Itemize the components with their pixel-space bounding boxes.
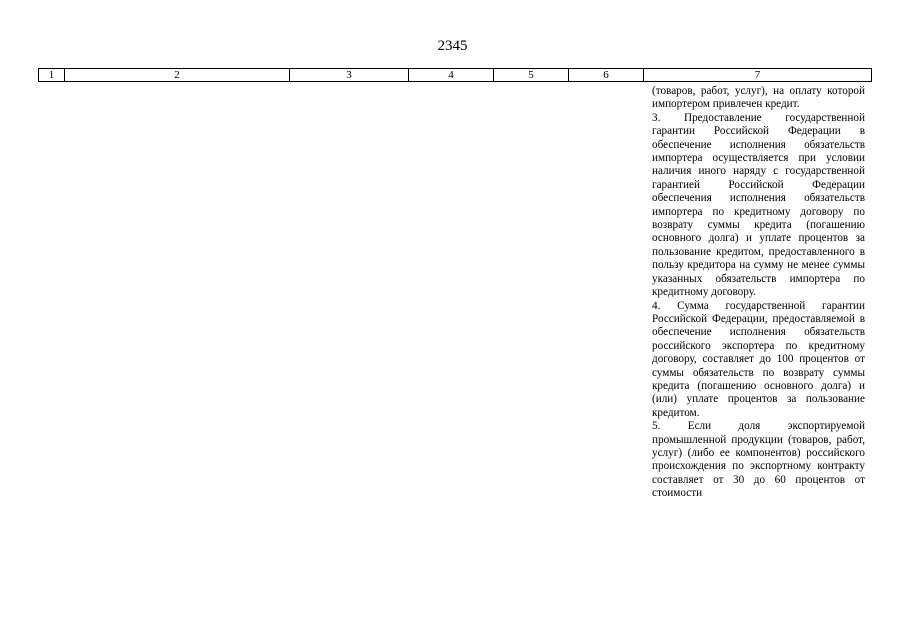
header-col-1: 1: [39, 69, 65, 81]
header-col-6: 6: [569, 69, 644, 81]
paragraph-4: 4. Сумма государственной гарантии Российской Федерации, предоставляемой в обеспечение исполнения обязательств российского экспортера по кредитному договору, составляет до 100 процентов от суммы обязательств по возврату суммы кредита (погашению основного долга) и (или) уплате процентов за пользование кредитом.: [652, 299, 865, 419]
paragraph-5: 5. Если доля экспортируемой промышленной продукции (товаров, работ, услуг) (либо ее компонентов) российского происхождения по экспортному контракту составляет от 30 до 60 процентов от стоимости: [652, 420, 865, 500]
column-7-text: [652, 85, 865, 501]
header-col-3: 3: [290, 69, 409, 81]
paragraph-continuation: (товаров, работ, услуг), на оплату которой импортером привлечен кредит.: [652, 85, 865, 111]
header-col-4: 4: [409, 69, 494, 81]
page-number: 2345: [437, 38, 468, 54]
header-col-5: 5: [494, 69, 569, 81]
header-col-2: 2: [65, 69, 290, 81]
header-col-7: 7: [754, 69, 761, 81]
paragraph-3: 3. Предоставление государственной гарантии Российской Федерации в обеспечение исполнения обязательств импортера осуществляется при условии наличия иного наряду с государственной гарантией Российской Федерации обеспечения исполнения обязательств импортера по кредитному договору по возврату суммы кредита (погашению основного долга) и уплате процентов за пользование кредитом, предоставленного в пользу кредитора на сумму не менее суммы указанных обязательств импортера по кредитному договору.: [652, 111, 865, 299]
table-header-row: [38, 68, 872, 82]
